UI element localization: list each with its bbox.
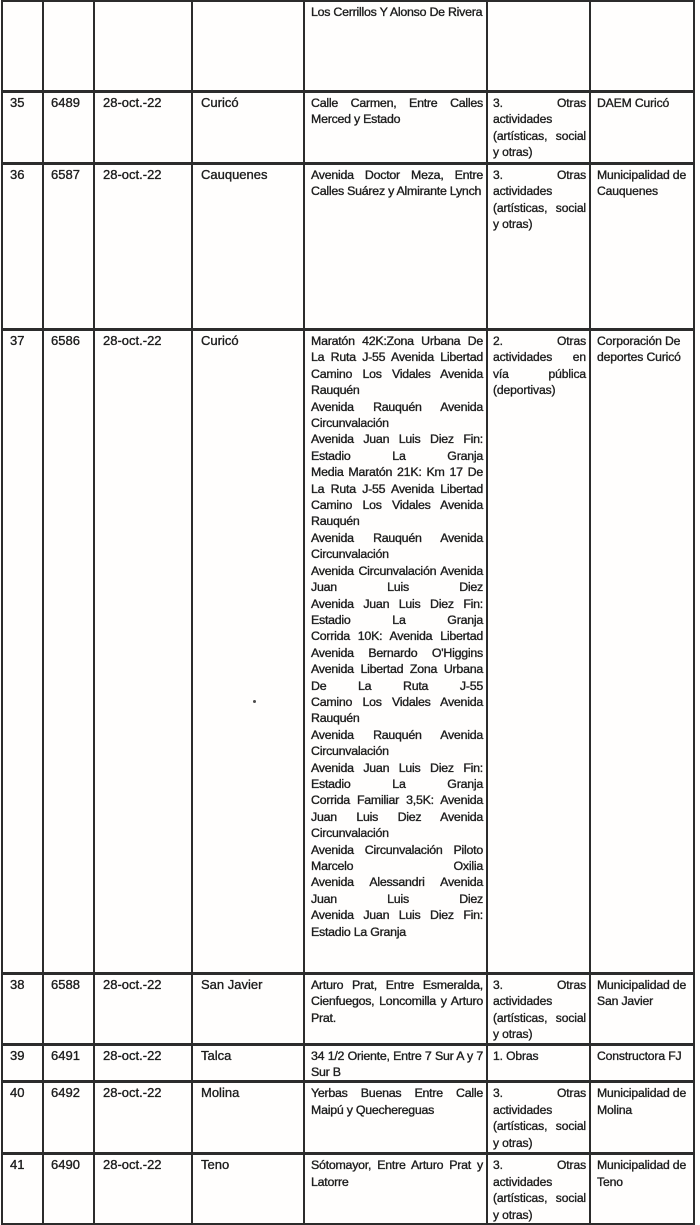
cell-organizer [590, 92, 694, 164]
cell-location [304, 1154, 487, 1225]
cell-organizer [590, 974, 694, 1045]
cell-location [304, 330, 487, 974]
location-segment: Avenida Libertad Zona Urbana De La Ruta J-55 [311, 662, 483, 693]
cell-date: 28-oct.-22 [94, 974, 192, 1045]
cell-city: Curicó [192, 330, 304, 974]
cell-activity-type [487, 330, 590, 974]
cell-activity-type-text: 1. Obras [493, 1048, 539, 1063]
location-segment: Avenida Circunvalación Avenida Juan Luis Diez [311, 563, 483, 595]
location-segment: Calle Carmen, Entre Calles Merced y Estado [311, 96, 483, 127]
table-row [2, 164, 694, 330]
cell-permit-number: 6587 [43, 164, 94, 330]
cell-index: 38 [2, 974, 43, 1045]
location-segment: Camino Los Vidales Avenida Rauquén [311, 694, 483, 726]
location-segment: Sótomayor, Entre Arturo Prat y Latorre [311, 1158, 483, 1189]
cell-date: 28-oct.-22 [94, 1154, 192, 1225]
location-segment: Media Maratón 21K: Km 17 De La Ruta J-55 Avenida Libertad Camino Los Vidales Avenida Rauquén [311, 465, 483, 529]
cell-organizer [590, 1044, 694, 1082]
cell-city: Talca [192, 1044, 304, 1082]
cell-index [2, 1, 43, 92]
location-segment: Avenida Doctor Meza, Entre Calles Suárez y Almirante Lynch [311, 168, 483, 199]
table-row [2, 1082, 694, 1154]
cell-city: Curicó [192, 92, 304, 164]
location-segment: Avenida Circunvalación Piloto Marcelo Oxilia [311, 842, 483, 873]
table-row [2, 1044, 694, 1082]
cell-organizer [590, 1, 694, 92]
cell-location [304, 164, 487, 330]
permits-table [1, 0, 695, 1225]
location-segment: 34 1/2 Oriente, Entre 7 Sur A y 7 Sur B [311, 1048, 483, 1080]
cell-activity-type [487, 1154, 590, 1225]
cell-city: Molina [192, 1082, 304, 1154]
cell-activity-type [487, 164, 590, 330]
cell-permit-number: 6586 [43, 330, 94, 974]
cell-index: 36 [2, 164, 43, 330]
cell-location [304, 1082, 487, 1154]
cell-organizer [590, 164, 694, 330]
cell-organizer-text: Municipalidad de Teno [597, 1158, 687, 1189]
location-segment: Yerbas Buenas Entre Calle Maipú y Quechereguas [311, 1086, 483, 1117]
cell-index: 40 [2, 1082, 43, 1154]
cell-date: 28-oct.-22 [94, 92, 192, 164]
table-row [2, 330, 694, 974]
cell-activity-type [487, 92, 590, 164]
cell-organizer-text: Municipalidad de San Javier [597, 978, 687, 1009]
location-segment: Avenida Rauquén Avenida Circunvalación [311, 530, 483, 562]
cell-organizer [590, 1154, 694, 1225]
cell-date: 28-oct.-22 [94, 1082, 192, 1154]
cell-activity-type-text: 3. Otras actividades (artísticas, social y otras) [493, 1086, 586, 1150]
cell-permit-number [43, 1, 94, 92]
cell-activity-type-text: 3. Otras actividades (artísticas, social y otras) [493, 96, 586, 160]
cell-activity-type-text: 3. Otras actividades (artísticas, social y otras) [493, 978, 586, 1042]
cell-activity-type [487, 1044, 590, 1082]
location-segment: Avenida Juan Luis Diez Fin: Estadio La Granja [311, 908, 483, 939]
cell-date: 28-oct.-22 [94, 330, 192, 974]
cell-activity-type [487, 1082, 590, 1154]
cell-permit-number: 6492 [43, 1082, 94, 1154]
cell-activity-type [487, 974, 590, 1045]
cell-index: 35 [2, 92, 43, 164]
cell-organizer-text: Municipalidad de Molina [597, 1086, 687, 1117]
location-segment: Maratón 42K:Zona Urbana De La Ruta J-55 Avenida Libertad Camino Los Vidales Avenida Rauquén [311, 334, 483, 398]
cell-activity-type [487, 1, 590, 92]
location-segment: Avenida Juan Luis Diez Fin: Estadio La Granja [311, 432, 483, 463]
scan-artifact-dot [253, 700, 256, 703]
cell-activity-type-text: 3. Otras actividades (artísticas, social y otras) [493, 1158, 586, 1222]
cell-city: San Javier [192, 974, 304, 1045]
table-row [2, 92, 694, 164]
location-segment: Avenida Juan Luis Diez Fin: Estadio La Granja [311, 760, 483, 791]
cell-organizer-text: DAEM Curicó [597, 96, 670, 110]
cell-permit-number: 6489 [43, 92, 94, 164]
location-segment: Avenida Juan Luis Diez Fin: Estadio La Granja [311, 596, 483, 627]
cell-city: Cauquenes [192, 164, 304, 330]
location-segment: Avenida Rauquén Avenida Circunvalación [311, 727, 483, 759]
table-row [2, 974, 694, 1045]
location-segment: Avenida Alessandri Avenida Juan Luis Diez [311, 875, 483, 906]
cell-index: 37 [2, 330, 43, 974]
table-row [2, 1154, 694, 1225]
cell-city [192, 1, 304, 92]
cell-activity-type-text: 2. Otras actividades en vía pública (deportivas) [493, 334, 586, 398]
location-segment: Arturo Prat, Entre Esmeralda, Cienfuegos, Loncomilla y Arturo Prat. [311, 978, 483, 1025]
cell-permit-number: 6588 [43, 974, 94, 1045]
cell-location [304, 1044, 487, 1082]
location-segment: Los Cerrillos Y Alonso De Rivera [311, 5, 483, 19]
location-segment: Corrida 10K: Avenida Libertad Avenida Bernardo O'Higgins [311, 629, 483, 660]
cell-permit-number: 6491 [43, 1044, 94, 1082]
table-row [2, 1, 694, 92]
cell-index: 39 [2, 1044, 43, 1082]
cell-organizer-text: Corporación De deportes Curicó [597, 334, 681, 365]
location-segment: Avenida Rauquén Avenida Circunvalación [311, 399, 483, 431]
cell-organizer-text: Constructora FJ [597, 1048, 682, 1063]
cell-organizer [590, 1082, 694, 1154]
cell-index: 41 [2, 1154, 43, 1225]
cell-activity-type-text: 3. Otras actividades (artísticas, social y otras) [493, 168, 586, 232]
cell-date: 28-oct.-22 [94, 1044, 192, 1082]
cell-city: Teno [192, 1154, 304, 1225]
cell-location [304, 1, 487, 92]
location-segment: Corrida Familiar 3,5K: Avenida Juan Luis Diez Avenida Circunvalación [311, 793, 483, 841]
cell-date [94, 1, 192, 92]
cell-location [304, 92, 487, 164]
cell-location [304, 974, 487, 1045]
cell-organizer [590, 330, 694, 974]
cell-permit-number: 6490 [43, 1154, 94, 1225]
cell-date: 28-oct.-22 [94, 164, 192, 330]
cell-organizer-text: Municipalidad de Cauquenes [597, 168, 687, 199]
